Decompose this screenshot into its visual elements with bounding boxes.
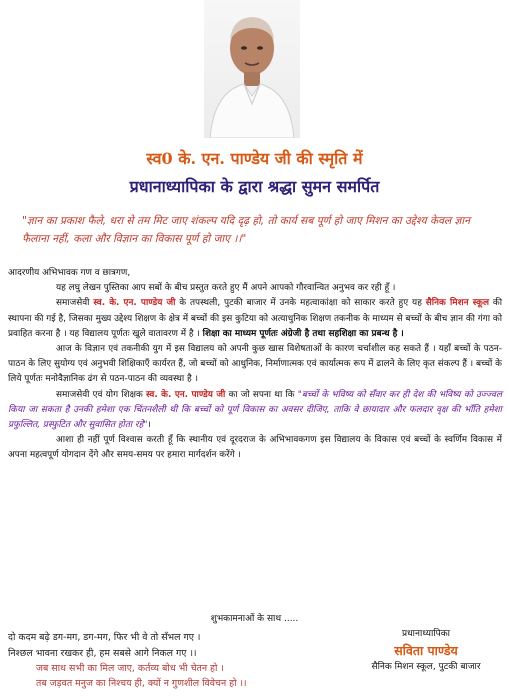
paragraph-dream — [8, 388, 502, 434]
opening-quote: "ज्ञान का प्रकाश फैले, धरा से तम मिट जाए शंकल्प यदि दृढ़ हो, तो कार्य सब पूर्ण हो जाए मिशन का उद्देश्य केवल ज्ञान फैलाना नहीं, कला और विज्ञान का विकास पूर्ण हो जाए ।।" — [22, 215, 470, 245]
signature-name: सविता पाण्डेय — [394, 643, 458, 658]
text-segment: । — [147, 420, 151, 431]
paragraph-intro: यह लघु लेखन पुस्तिका आप सबों के बीच प्रस्तुत करते हुए मैं अपने आपको गौरवान्वित अनुभव कर रही हूँ । — [56, 283, 396, 294]
salutation: आदरणीय अभिभावक गण व छात्रगण, — [8, 268, 131, 278]
portrait-illustration — [204, 0, 300, 138]
founder-quote: "बच्चों के भविष्य को सँवार कर ही देश की भविष्य को उज्ज्वल किया जा सकता है उनकी हमेशा एक चिंतनशैली थी कि बच्चों को पूर्ण विकास का अवसर दीजिए, ताकि वे छायादार और फलदार वृक्ष की भाँति हमेशा प्रफुल्लित, प्रस्फुटित और सुवासित होता रहे" — [8, 389, 502, 431]
text-segment: के तपस्थली, पुटकी बाजार में उनके महत्वाकांक्षा को साकार करते हुए यह — [175, 298, 426, 309]
portrait-photo — [204, 0, 300, 138]
paragraph-hope: आशा ही नहीं पूर्ण विश्वास करती हूँ कि स्थानीय एवं दूरदराज के अभिभावकगण इस विद्यालय के विकास एवं बच्चों के स्वर्णिम विकास में अपना महत्वपूर्ण योगदान देंगे और समय-समय पर हमारा मार्गदर्शन करेंगे । — [8, 435, 502, 461]
poem-line: निश्छल भावना रखकर ही, हम सबसे आगे निकल गए ।। — [8, 648, 197, 659]
paragraph-features: आज के विज्ञान एवं तकनीकी युग में इस विद्यालय को अपनी कुछ खास विशेषताओं के कारण चर्चाशील कह सकते हैं । यहाँ बच्चों के पठन-पाठन के लिए सुयोग्य एवं अनुभवी शिक्षिकाएँ कार्यरत हैं, जो बच्चों को आधुनिक, निर्माणात्मक एवं कार्यात्मक रूप में ढालने के लिए कृत संकल्प हैं । बच्चों के लिये पूर्णतः मनोवैज्ञानिक ढंग से पठन-पाठन की व्यवस्था है । — [8, 344, 502, 385]
poem-stanza-2 — [36, 662, 247, 691]
poem-line: दो कदम बढ़े डग-मग, डग-मग, फिर भी वे तो सँभल गए । — [8, 632, 201, 643]
medium-note: शिक्षा का माध्यम पूर्णतः अंग्रेजी है तथा सहशिक्षा का प्रबन्ध है । — [202, 328, 404, 339]
signature-school: सैनिक मिशन स्कूल, पुटकी बाजार — [371, 662, 481, 672]
school-name: सैनिक मिशन स्कूल — [425, 298, 489, 309]
founder-name: स्व. के. एन. पाण्डेय जी — [93, 298, 176, 309]
text-segment: समाजसेवी — [56, 298, 94, 309]
text-segment: की स्थापना की गई है, जिसका मुख्य उद्देश्य शिक्षण के क्षेत्र में बच्चों की इस कुटिया को अत्याधुनिक शिक्षण तकनीक के माध्यम से बच्चों के बीच ज्ञान की गंगा को प्रवाहित करना है । यह विद्यालय पूर्णतः खुले वातावरण में है । — [8, 298, 502, 339]
wishes-line: शुभकामनाओं के साथ ..... — [210, 614, 299, 624]
text-segment: समाजसेवी एवं योग शिक्षक — [56, 389, 146, 400]
signature-block — [361, 627, 491, 674]
memorial-heading: स्व0 के. एन. पाण्डेय जी की स्मृति में — [146, 149, 363, 168]
poem-line: जब साथ सभी का मिल जाए, कर्तव्य बोध भी चेतन हो । — [36, 663, 224, 674]
founder-name: स्व. के. एन. पाण्डेय जी — [145, 389, 226, 400]
text-segment: का जो सपना था कि — [225, 389, 298, 400]
poem-line: तब जड़वत मनुज का निश्चय ही, क्यों न गुणशील विवेचन हो ।। — [36, 677, 247, 689]
poem-stanza-1 — [8, 630, 200, 662]
letter-body — [8, 266, 502, 464]
tribute-heading: प्रधानाध्यापिका के द्वारा श्रद्धा सुमन समर्पित — [129, 177, 380, 196]
paragraph-school — [8, 296, 502, 342]
signature-title: प्रधानाध्यापिका — [402, 629, 450, 639]
